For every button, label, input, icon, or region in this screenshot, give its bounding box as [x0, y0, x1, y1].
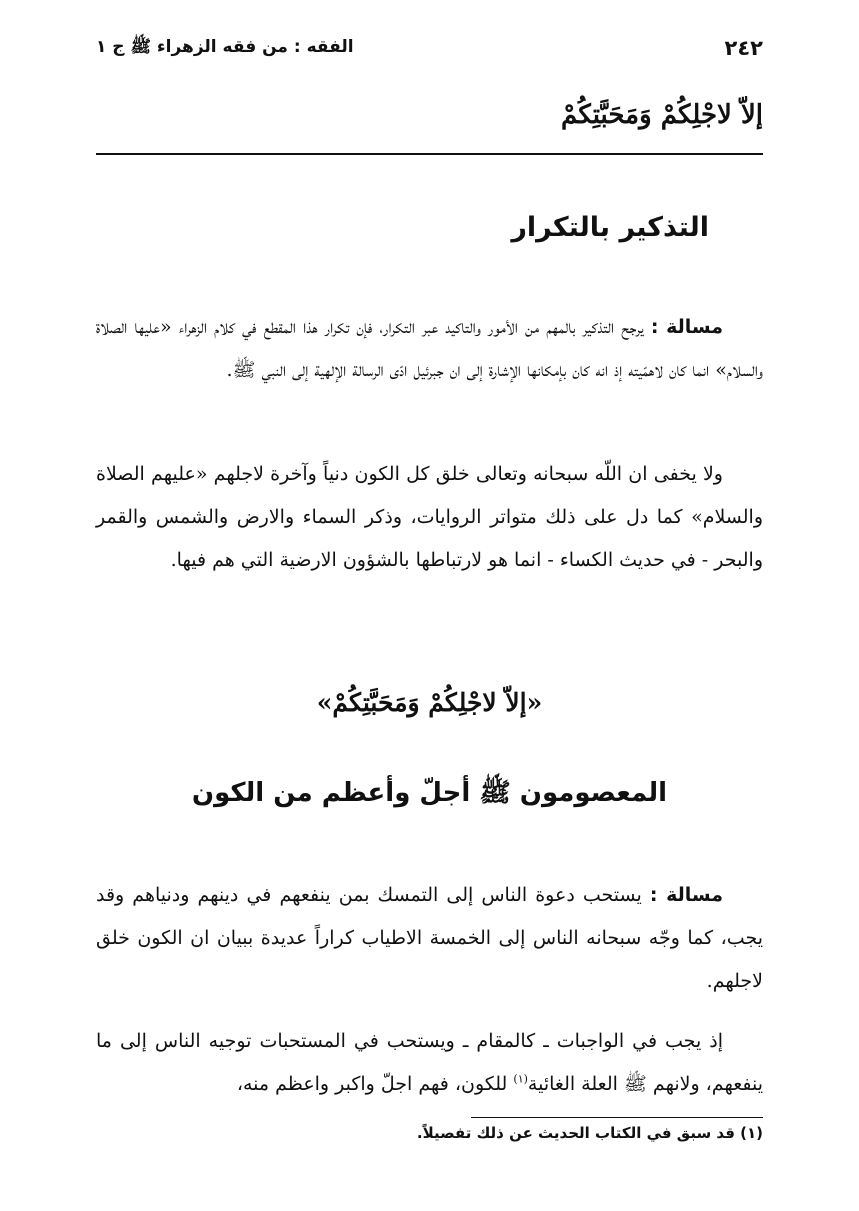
header-quote: إلاّ لاجْلِكُمْ وَمَحَبَّتِكُمْ: [561, 100, 763, 130]
page-number: ٢٤٢: [724, 36, 763, 60]
paragraph-text: إذ يجب في الواجبات ـ كالمقام ـ ويستحب في المستحبات توجيه الناس إلى ما ينفعهم، ولانهم ﷺ العلة الغائية: [96, 1030, 763, 1095]
header-divider: [96, 153, 763, 155]
paragraph: ولا يخفى ان اللّه سبحانه وتعالى خلق كل الكون دنياً وآخرة لاجلهم «عليهم الصلاة والسلام» كما دل على ذلك متواتر الروايات، وذكر السماء والارض والشمس والقمر والبحر - في حديث الكساء - انما هو لارتباطها بالشؤون الارضية التي هم فيها.: [96, 463, 763, 571]
paragraph: [96, 874, 763, 1003]
paragraph: [96, 306, 763, 392]
section-title: التذكير بالتكرار: [511, 212, 709, 243]
section-title: المعصومون ﷺ أجلّ وأعظم من الكون: [191, 778, 668, 808]
footnote: (١) قد سبق في الكتاب الحديث عن ذلك تفصيلاً.: [416, 1124, 763, 1142]
paragraph-text: يستحب دعوة الناس إلى التمسك بمن ينفعهم في دينهم ودنياهم وقد يجب، كما وجّه سبحانه الناس إلى الخمسة الاطياب كراراً عديدة ببيان ان الكون خلق لاجلهم.: [96, 884, 763, 992]
paragraph: [96, 1020, 763, 1106]
issue-label: مسالة :: [650, 316, 724, 338]
centered-quote: «إلاّ لاجْلِكُمْ وَمَحَبَّتِكُمْ»: [316, 688, 543, 717]
footnote-divider: [471, 1117, 763, 1118]
footnote-reference: (١): [513, 1072, 528, 1086]
paragraph-text: للكون، فهم اجلّ واكبر واعظم منه،: [236, 1073, 514, 1095]
paragraph-text: يرجح التذكير بالمهم من الأمور والتاكيد عبر التكرار، فإن تكرار هذا المقطع في كلام الزهراء «عليها الصلاة والسلام» انما كان لاهمّيته إذ انه كان بإمكانها الإشارة إلى ان جبرئيل ادّى الرسالة الإلهية إلى النبي ﷺ.: [96, 316, 763, 381]
issue-label: مسالة :: [649, 884, 723, 906]
running-head: الفقه : من فقه الزهراء ﷺ ج ١: [96, 37, 354, 57]
